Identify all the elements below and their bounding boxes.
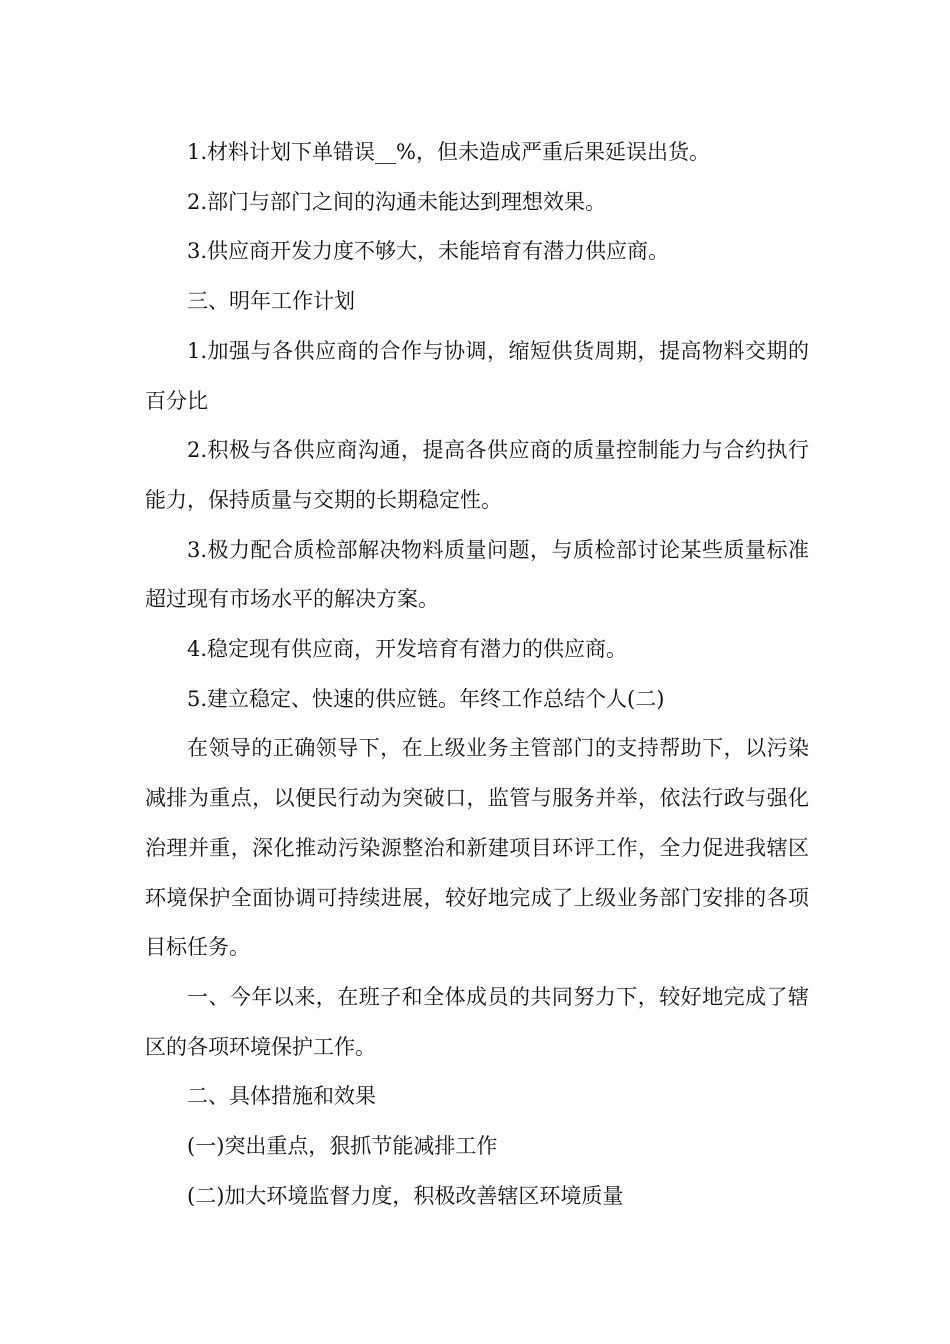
paragraph-5: 2.积极与各供应商沟通，提高各供应商的质量控制能力与合约执行能力，保持质量与交期的长期稳定性。: [145, 438, 809, 512]
section-heading-measures: 二、具体措施和效果: [187, 1084, 376, 1109]
paragraph-1: 1.材料计划下单错误__%，但未造成严重后果延误出货。: [187, 140, 710, 164]
section-heading-next-year-plan: 三、明年工作计划: [187, 289, 355, 314]
paragraph-2: 2.部门与部门之间的沟通未能达到理想效果。: [187, 189, 607, 214]
paragraph-6: 3.极力配合质检部解决物料质量问题，与质检部讨论某些质量标准超过现有市场水平的解决方案。: [145, 537, 809, 612]
paragraph-3: 3.供应商开发力度不够大，未能培育有潜力供应商。: [187, 239, 670, 264]
subsection-heading-2: (二)加大环境监督力度，积极改善辖区环境质量: [187, 1183, 624, 1208]
paragraph-10: 一、今年以来，在班子和全体成员的共同努力下，较好地完成了辖区的各项环境保护工作。: [145, 984, 809, 1059]
paragraph-8: 5.建立稳定、快速的供应链。年终工作总结个人(二): [187, 686, 665, 711]
subsection-heading-1: (一)突出重点，狠抓节能减排工作: [187, 1134, 498, 1159]
paragraph-9: 在领导的正确领导下，在上级业务主管部门的支持帮助下，以污染减排为重点，以便民行动为突破口，监管与服务并举，依法行政与强化治理并重，深化推动污染源整治和新建项目环评工作，全力促进我辖区环境保护全面协调可持续进展，较好地完成了上级业务部门安排的各项目标任务。: [145, 736, 809, 960]
paragraph-7: 4.稳定现有供应商，开发培育有潜力的供应商。: [187, 637, 628, 662]
document-body: [145, 128, 809, 1221]
paragraph-4: 1.加强与各供应商的合作与协调，缩短供货周期，提高物料交期的百分比: [145, 338, 809, 413]
